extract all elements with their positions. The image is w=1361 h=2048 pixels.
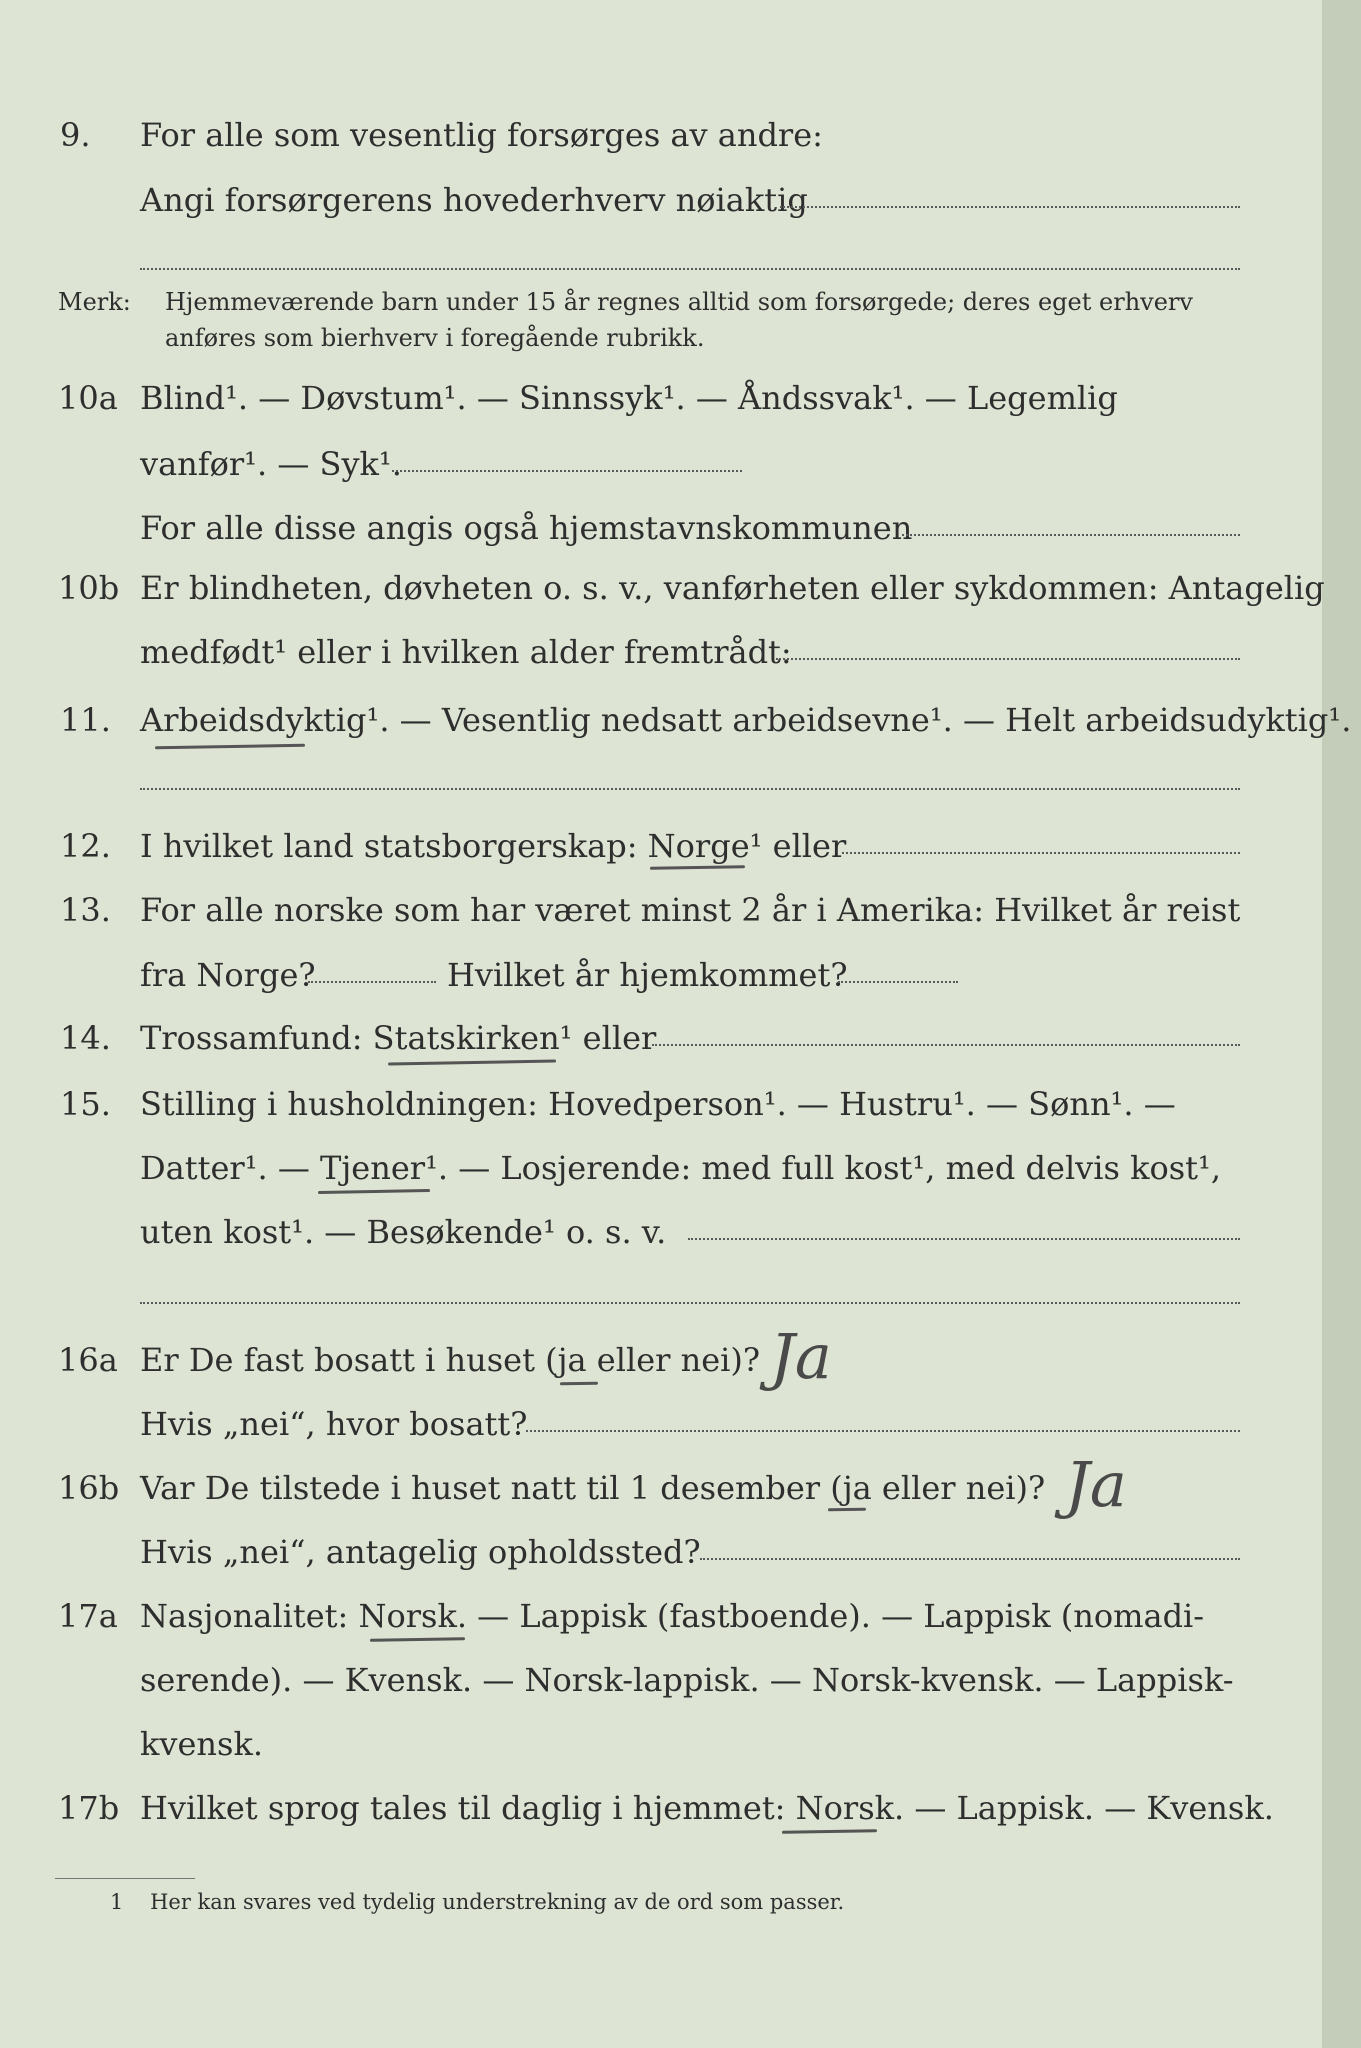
- answer-line[interactable]: [140, 268, 1240, 270]
- question-number: 17a: [58, 1597, 118, 1635]
- question-text: Blind¹. — Døvstum¹. — Sinnssyk¹. — Åndssvak¹. — Legemlig: [140, 379, 1118, 417]
- question-text: uten kost¹. — Besøkende¹ o. s. v.: [140, 1213, 667, 1251]
- question-text: Hvilket sprog tales til daglig i hjemmet: Norsk. — Lappisk. — Kvensk.: [140, 1789, 1274, 1827]
- question-text: Er blindheten, døvheten o. s. v., vanførheten eller sykdommen: Antagelig: [140, 569, 1325, 607]
- question-number: 16b: [58, 1469, 120, 1507]
- question-text: Angi forsørgerens hovederhverv nøiaktig: [140, 181, 808, 219]
- handwritten-underline: [388, 1060, 556, 1066]
- question-text: Var De tilstede i huset natt til 1 desember (ja eller nei)?: [140, 1469, 1046, 1507]
- question-text: Datter¹. — Tjener¹. — Losjerende: med full kost¹, med delvis kost¹,: [140, 1149, 1222, 1187]
- question-text: Nasjonalitet: Norsk. — Lappisk (fastboende). — Lappisk (nomadi-: [140, 1597, 1205, 1635]
- note-text: Hjemmeværende barn under 15 år regnes alltid som forsørgede; deres eget erhverv: [165, 288, 1193, 316]
- question-number: 16a: [58, 1341, 118, 1379]
- footnote-rule: [55, 1878, 195, 1879]
- answer-line[interactable]: [838, 981, 958, 983]
- question-text: fra Norge?: [140, 956, 316, 994]
- handwritten-underline: [782, 1829, 877, 1834]
- question-text: Stilling i husholdningen: Hovedperson¹. — Hustru¹. — Sønn¹. —: [140, 1085, 1176, 1123]
- handwritten-answer: Ja: [770, 1320, 832, 1393]
- question-number: 9.: [60, 116, 91, 154]
- note-label: Merk:: [58, 288, 131, 316]
- question-text: Arbeidsdyktig¹. — Vesentlig nedsatt arbeidsevne¹. — Helt arbeidsudyktig¹.: [140, 701, 1352, 739]
- handwritten-underline: [318, 1189, 430, 1194]
- question-text: Trossamfund: Statskirken¹ eller: [140, 1019, 657, 1057]
- question-text: For alle norske som har været minst 2 år i Amerika: Hvilket år reist: [140, 891, 1241, 929]
- answer-line[interactable]: [526, 1430, 1240, 1432]
- answer-line[interactable]: [700, 1558, 1240, 1560]
- question-text: Hvis „nei“, antagelig opholdssted?: [140, 1533, 701, 1571]
- question-text: Hvilket år hjemkommet?: [447, 956, 848, 994]
- question-text: serende). — Kvensk. — Norsk-lappisk. — Norsk-kvensk. — Lappisk-: [140, 1661, 1234, 1699]
- question-number: 10b: [58, 569, 120, 607]
- footnote: [110, 1890, 844, 1914]
- page-edge: [1322, 0, 1361, 2048]
- question-text: Hvis „nei“, hvor bosatt?: [140, 1405, 528, 1443]
- footnote-mark: 1: [110, 1890, 124, 1914]
- answer-line[interactable]: [902, 534, 1240, 536]
- question-text: medfødt¹ eller i hvilken alder fremtrådt:: [140, 633, 792, 671]
- question-text: Er De fast bosatt i huset (ja eller nei)?: [140, 1341, 761, 1379]
- question-text: For alle som vesentlig forsørges av andre:: [140, 116, 823, 154]
- handwritten-underline: [560, 1382, 598, 1386]
- note-text: anføres som bierhverv i foregående rubrikk.: [165, 324, 705, 352]
- answer-line[interactable]: [780, 206, 1240, 208]
- footnote-text: Her kan svares ved tydelig understrekning av de ord som passer.: [150, 1890, 845, 1914]
- question-number: 11.: [60, 701, 111, 739]
- question-text: vanfør¹. — Syk¹.: [140, 445, 402, 483]
- answer-line[interactable]: [392, 470, 742, 472]
- handwritten-underline: [828, 1508, 866, 1512]
- handwritten-underline: [370, 1637, 465, 1642]
- answer-line[interactable]: [842, 852, 1240, 854]
- question-number: 10a: [58, 379, 118, 417]
- handwritten-underline: [155, 744, 305, 750]
- answer-line[interactable]: [652, 1044, 1240, 1046]
- answer-line[interactable]: [140, 1302, 1240, 1304]
- question-number: 12.: [60, 827, 111, 865]
- answer-line[interactable]: [308, 981, 436, 983]
- question-text: For alle disse angis også hjemstavnskommunen: [140, 509, 913, 547]
- handwritten-underline: [650, 865, 745, 870]
- question-number: 13.: [60, 891, 111, 929]
- handwritten-answer: Ja: [1065, 1448, 1127, 1521]
- answer-line[interactable]: [776, 658, 1240, 660]
- question-text: kvensk.: [140, 1725, 263, 1763]
- question-number: 15.: [60, 1085, 111, 1123]
- answer-line[interactable]: [140, 788, 1240, 790]
- question-number: 14.: [60, 1019, 111, 1057]
- question-text: I hvilket land statsborgerskap: Norge¹ eller: [140, 827, 847, 865]
- question-number: 17b: [58, 1789, 120, 1827]
- answer-line[interactable]: [688, 1238, 1240, 1240]
